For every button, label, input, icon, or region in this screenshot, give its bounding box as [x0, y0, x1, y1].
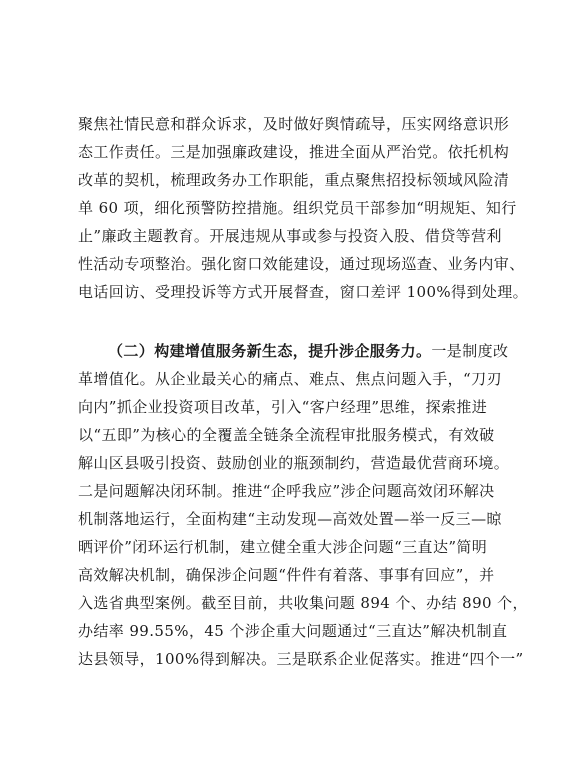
paragraph-1-line-6: 性活动专项整治。强化窗口效能建设，通过现场巡查、业务内审、	[78, 255, 525, 273]
paragraph-1-line-5: 止”廉政主题教育。开展违规从事或参与投资入股、借贷等营利	[78, 227, 502, 245]
paragraph-2-line-2: 向内”抓企业投资项目改革，引入“客户经理”思维，探索推进	[78, 398, 488, 416]
paragraph-2-line-8: 高效解决机制，确保涉企问题“件件有着落、事事有回应”，并	[78, 566, 495, 584]
section-heading-line	[108, 341, 510, 361]
paragraph-2-line-9: 入选省典型案例。截至目前，共收集问题 894 个、办结 890 个，	[78, 594, 528, 612]
paragraph-1-line-3: 改革的契机，梳理政务办工作职能，重点聚焦招投标领域风险清	[78, 171, 510, 189]
paragraph-1-line-2: 态工作责任。三是加强廉政建设，推进全面从严治党。依托机构	[78, 143, 510, 161]
section-heading: （二）构建增值服务新生态，提升涉企服务力。	[108, 342, 432, 360]
paragraph-2-line-4: 解山区县吸引投资、鼓励创业的瓶颈制约，营造最优营商环境。	[78, 454, 510, 472]
paragraph-2-line-5: 二是问题解决闭环制。推进“企呼我应”涉企问题高效闭环解决	[78, 482, 495, 500]
paragraph-2-line-7: 晒评价”闭环运行机制，建立健全重大涉企问题“三直达”简明	[78, 538, 488, 556]
paragraph-2-line-1: 革增值化。从企业最关心的痛点、难点、焦点问题入手，“刀刃	[78, 370, 502, 388]
paragraph-1-line-4: 单 60 项，细化预警防控措施。组织党员干部参加“明规矩、知行	[78, 199, 517, 217]
paragraph-2-line-6: 机制落地运行，全面构建“主动发现—高效处置—举一反三—晾	[78, 510, 502, 528]
section-heading-tail: 一是制度改	[431, 342, 509, 360]
paragraph-1-line-1: 聚焦社情民意和群众诉求，及时做好舆情疏导，压实网络意识形	[78, 115, 510, 133]
paragraph-2-line-3: 以“五即”为核心的全覆盖全链条全流程审批服务模式，有效破	[78, 426, 495, 444]
paragraph-1-line-7: 电话回访、受理投诉等方式开展督查，窗口差评 100%得到处理。	[78, 283, 529, 301]
paragraph-2-line-10: 办结率 99.55%，45 个涉企重大问题通过“三直达”解决机制直	[78, 622, 508, 640]
paragraph-2-line-11: 达县领导，100%得到解决。三是联系企业促落实。推进“四个一”	[78, 650, 524, 668]
